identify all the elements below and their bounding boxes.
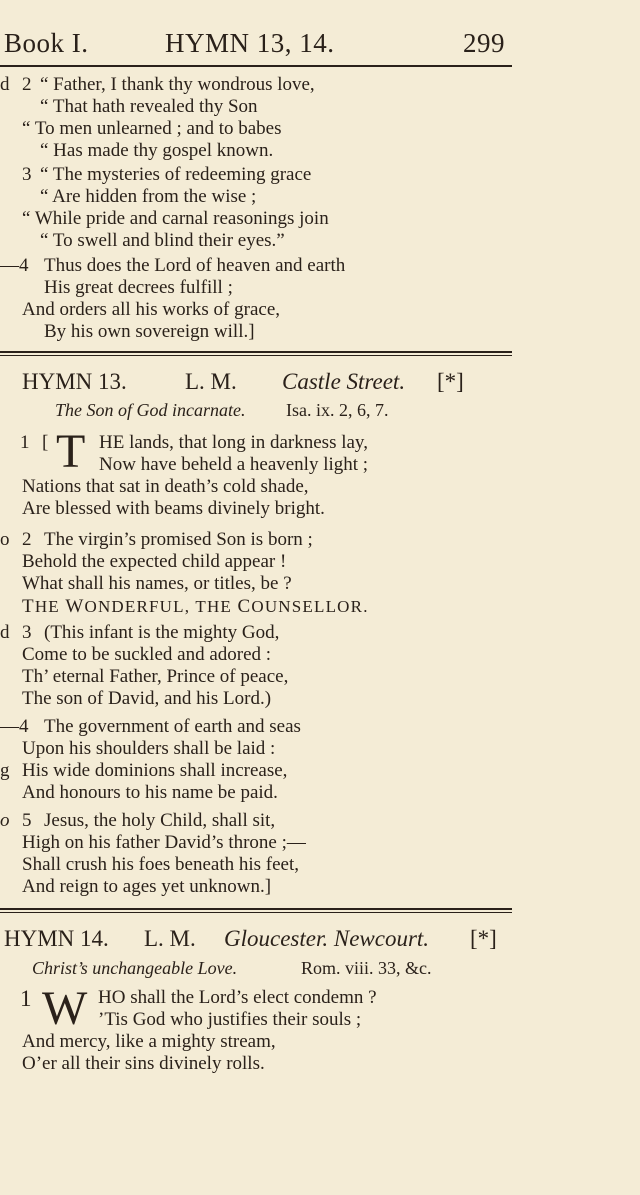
verse-line: Jesus, the holy Child, shall sit, bbox=[44, 810, 276, 831]
meter: L. M. bbox=[144, 926, 196, 951]
verse-line: What shall his names, or titles, be ? bbox=[22, 573, 292, 594]
meter: L. M. bbox=[185, 369, 237, 394]
verse-line: The virgin’s promised Son is born ; bbox=[44, 529, 313, 550]
verse-line: His wide dominions shall increase, bbox=[22, 760, 288, 781]
verse-line: Behold the expected child appear ! bbox=[22, 551, 287, 572]
verse-line: (This infant is the mighty God, bbox=[44, 622, 280, 643]
verse-number: 5 bbox=[22, 810, 32, 831]
verse-line: Now have beheld a heavenly light ; bbox=[99, 454, 369, 475]
drop-cap: T bbox=[56, 425, 86, 478]
verse-number: 2 bbox=[22, 74, 32, 95]
hymn-subject: Christ’s unchangeable Love. bbox=[32, 958, 238, 978]
verse-line: The government of earth and seas bbox=[44, 716, 301, 737]
star-mark: [*] bbox=[437, 369, 464, 394]
dynamic-mark: d bbox=[0, 622, 10, 643]
section-rule bbox=[0, 351, 512, 353]
bracket: [ bbox=[42, 432, 49, 453]
verse-line: “ That hath revealed thy Son bbox=[40, 96, 258, 117]
section-rule bbox=[0, 908, 512, 910]
running-title: HYMN 13, 14. bbox=[165, 28, 335, 58]
dynamic-mark: d bbox=[0, 74, 10, 95]
verse-line: “ While pride and carnal reasonings join bbox=[22, 208, 329, 229]
drop-cap: W bbox=[42, 982, 88, 1035]
verse-number: 1 bbox=[20, 432, 30, 453]
verse-line: Are blessed with beams divinely bright. bbox=[22, 498, 325, 519]
verse-line: “ The mysteries of redeeming grace bbox=[40, 164, 312, 185]
verse-number: —4 bbox=[0, 255, 29, 276]
verse-line: Nations that sat in death’s cold shade, bbox=[22, 476, 309, 497]
verse-line: The son of David, and his Lord.) bbox=[22, 688, 272, 709]
verse-line: By his own sovereign will.] bbox=[44, 321, 255, 342]
verse-line: High on his father David’s throne ;— bbox=[22, 832, 306, 853]
hymn-title: HYMN 14. bbox=[4, 926, 109, 951]
verse-line: “ To men unlearned ; and to babes bbox=[22, 118, 282, 139]
verse-line: “ Are hidden from the wise ; bbox=[40, 186, 257, 207]
tune-name: Castle Street. bbox=[282, 369, 406, 394]
dynamic-mark: o bbox=[0, 529, 10, 550]
star-mark: [*] bbox=[470, 926, 497, 951]
verse-line: HO shall the Lord’s elect condemn ? bbox=[98, 987, 377, 1008]
page-number: 299 bbox=[463, 28, 505, 58]
verse-number: 1 bbox=[20, 986, 32, 1011]
section-rule bbox=[0, 355, 512, 356]
book-label: Book I. bbox=[4, 28, 89, 58]
dynamic-mark: o bbox=[0, 810, 10, 831]
verse-line: His great decrees fulfill ; bbox=[44, 277, 233, 298]
verse-line: Thus does the Lord of heaven and earth bbox=[44, 255, 346, 276]
header-rule bbox=[0, 65, 512, 67]
hymn-subject: The Son of God incarnate. bbox=[55, 400, 246, 420]
verse-line: “ Has made thy gospel known. bbox=[40, 140, 274, 161]
verse-line: Upon his shoulders shall be laid : bbox=[22, 738, 276, 759]
hymn-title: HYMN 13. bbox=[22, 369, 127, 394]
verse-line: And reign to ages yet unknown.] bbox=[22, 876, 272, 897]
verse-line: And mercy, like a mighty stream, bbox=[22, 1031, 276, 1052]
verse-line: “ To swell and blind their eyes.” bbox=[40, 230, 285, 251]
scripture-reference: Rom. viii. 33, &c. bbox=[301, 958, 432, 978]
verse-number: 3 bbox=[22, 622, 32, 643]
verse-number: 3 bbox=[22, 164, 32, 185]
small-caps-line: THE WONDERFUL, THE COUNSELLOR. bbox=[22, 596, 369, 617]
verse-line: Th’ eternal Father, Prince of peace, bbox=[22, 666, 289, 687]
verse-line: “ Father, I thank thy wondrous love, bbox=[40, 74, 315, 95]
verse-number: —4 bbox=[0, 716, 29, 737]
verse-number: 2 bbox=[22, 529, 32, 550]
verse-line: HE lands, that long in darkness lay, bbox=[99, 432, 368, 453]
section-rule bbox=[0, 912, 512, 913]
verse-line: And orders all his works of grace, bbox=[22, 299, 281, 320]
tune-name: Gloucester. Newcourt. bbox=[224, 926, 430, 951]
verse-line: ’Tis God who justifies their souls ; bbox=[98, 1009, 362, 1030]
verse-line: O’er all their sins divinely rolls. bbox=[22, 1053, 265, 1074]
verse-line: And honours to his name be paid. bbox=[22, 782, 278, 803]
scripture-reference: Isa. ix. 2, 6, 7. bbox=[286, 400, 389, 420]
dynamic-mark: g bbox=[0, 760, 10, 781]
verse-line: Come to be suckled and adored : bbox=[22, 644, 272, 665]
verse-line: Shall crush his foes beneath his feet, bbox=[22, 854, 300, 875]
